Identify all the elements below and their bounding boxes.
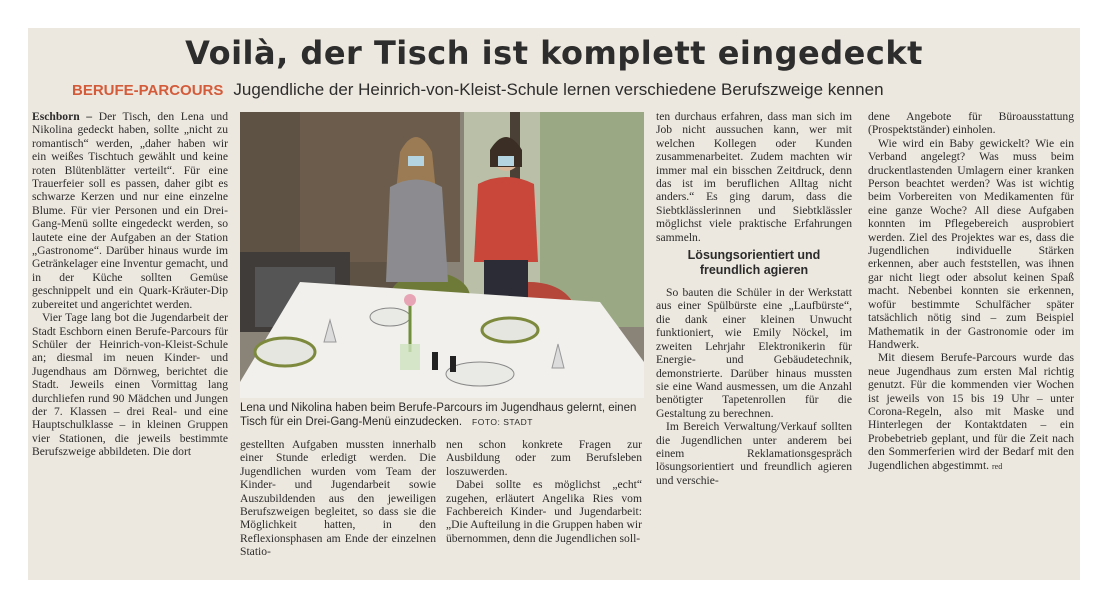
column-4: [656, 110, 852, 487]
paragraph: Der Tisch, den Lena und Nikolina gedeckt haben, sollte „nicht zu romantisch“ werden, „daher haben wir ein weißes Tischtuch gewählt und keine roten Blütenblätter verteilt“. Für eine Trauerfeier soll es passen, daher gibt es schwarze Kerzen und nur eine einzelne Blume. Für vier Personen und ein Drei-Gang-Menü sollte eingedeckt werden, so lautete eine der Aufgaben an der Station „Gastronome“. Darüber hinaus wurde im Getränkelager eine Inventur gemacht, und in der Küche sollten Gemüse geschnippelt und ein Quark-Kräuter-Dip zubereitet und angerichtet werden.: [32, 110, 228, 311]
headline: Voilà, der Tisch ist komplett eingedeckt: [185, 34, 923, 72]
paragraph: gestellten Aufgaben mussten innerhalb einer Stunde erledigt werden. Die Jugendlichen wurden vom Team der Kinder- und Jugendarbeit sowie Auszubildenden aus den jeweiligen Berufszweigen begleitet, so dass sie die Möglichkeit hatten, in den Reflexionsphasen am Ende der einzelnen Statio-: [240, 438, 436, 559]
author-signature: red: [991, 461, 1003, 471]
paragraph: ten durchaus erfahren, dass man sich im Job nicht aussuchen kann, wer mit welchen Kollegen oder Kunden zusammenarbeitet. Zudem machten wir immer mal ein bisschen Zeitdruck, denn das ist im beruflichen Alltag nicht anders.“ Es ging darum, dass die Siebtklässlerinnen und Siebtklässler möglichst viele praktische Erfahrungen sammeln.: [656, 110, 852, 244]
subheadline-row: [72, 80, 884, 100]
paragraph: Im Bereich Verwaltung/Verkauf sollten die Jugendlichen unter anderem bei einem Reklamationsgespräch lösungsorientiert und freundlich agieren und verschie-: [656, 420, 852, 487]
dateline: Eschborn –: [32, 110, 93, 123]
article-photo: [240, 112, 644, 398]
photo-caption: [240, 402, 644, 429]
photo-illustration: [240, 112, 644, 398]
paragraph: dene Angebote für Büroausstattung (Prospektständer) einholen.: [868, 110, 1074, 137]
column-5: [868, 110, 1074, 473]
paragraph: Vier Tage lang bot die Jugendarbeit der Stadt Eschborn einen Berufe-Parcours für Schüler der Heinrich-von-Kleist-Schule an; diesmal im neuen Kinder- und Jugendhaus am Dörnweg, berichtet die Stadt. Jeweils einen Vormittag lang durchliefen rund 90 Mädchen und Jungen der 7. Klassen – drei Real- und eine Hauptschulklasse – in kleinen Gruppen vier Stationen, die jeweils bestimmte Berufszweige abbildeten. Die dort: [32, 311, 228, 459]
paragraph: So bauten die Schüler in der Werkstatt aus einer Spülbürste eine „Laufbürste“, die dank einer kleinen Unwucht funktioniert, wie Emily Nöckel, im zweiten Lehrjahr Elektronikerin für Energie- und Gebäudetechnik, demonstrierte. Darüber hinaus mussten sie eine Wand ausmessen, um die Anzahl benötigter Tapetenrollen für die Gestaltung zu berechnen.: [656, 286, 852, 420]
paragraph: nen schon konkrete Fragen zur Ausbildung oder zum Berufsleben loszuwerden.: [446, 438, 642, 478]
caption-text: Lena und Nikolina haben beim Berufe-Parcours im Jugendhaus gelernt, einen Tisch für ein Drei-Gang-Menü einzudecken.: [240, 402, 637, 428]
column-1: [32, 110, 228, 459]
column-3: [446, 438, 642, 545]
paragraph: Wie wird ein Baby gewickelt? Wie ein Verband angelegt? Was muss beim druckentlastenden Umlagern einer kranken Person beachtet werden? Was ist wichtig beim Vorbereiten von Medikamenten für eine ganze Woche? All diese Aufgaben konnten im Pflegebereich ausprobiert werden. Ziel des Projektes war es, dass die Jugendlichen individuelle Stärken erkennen, aber auch feststellen, was ihnen gar nicht liegt oder absolut keinen Spaß macht. Nebenbei konnten sie erkennen, wofür bestimmte Schulfächer später tatsächlich nötig sind – zum Beispiel Mathematik in der Gastronomie oder im Handwerk.: [868, 136, 1074, 351]
intertitle: Lösungsorientiert und freundlich agieren: [687, 248, 821, 278]
paragraph: Dabei sollte es möglichst „echt“ zugehen, erläutert Angelika Ries vom Fachbereich Kinder- und Jugendarbeit: „Die Aufteilung in die Gruppen haben wir übernommen, denn die Jugendlichen soll-: [446, 478, 642, 545]
paragraph: Mit diesem Berufe-Parcours wurde das neue Jugendhaus zum ersten Mal richtig genutzt. Für die kommenden vier Wochen ist jeweils von 15 bis 19 Uhr – unter Corona-Regeln, also mit Maske und Hinterlegen der Kontaktdaten – ein Probebetrieb geplant, und für die Zeit nach den Sommerferien wird der Bedarf mit den Jugendlichen abgestimmt.: [868, 351, 1074, 472]
photo-credit: FOTO: STADT: [472, 416, 533, 427]
subheadline: Jugendliche der Heinrich-von-Kleist-Schule lernen verschiedene Berufszweige kennen: [233, 80, 884, 99]
kicker: BERUFE-PARCOURS: [72, 82, 224, 99]
column-2: [240, 438, 436, 559]
newspaper-clipping: [28, 28, 1080, 580]
